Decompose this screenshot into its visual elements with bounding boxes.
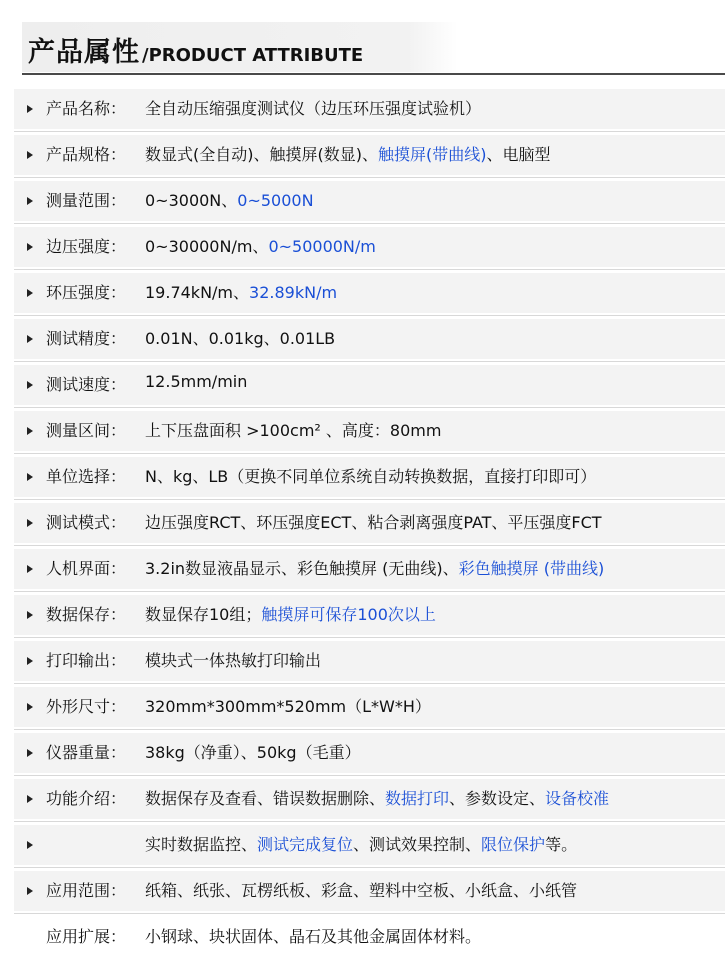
value-text: 全自动压缩强度测试仪（边压环压强度试验机） <box>145 99 482 118</box>
attribute-value <box>145 280 337 303</box>
attribute-value <box>145 372 247 391</box>
attribute-value <box>145 924 481 947</box>
value-text: 数显保存10组； <box>145 605 262 624</box>
attribute-label: 数据保存： <box>46 605 127 624</box>
triangle-bullet-icon <box>27 887 33 895</box>
triangle-bullet-icon <box>27 657 33 665</box>
value-text: 3.2in数显液晶显示、彩色触摸屏 (无曲线)、 <box>145 559 459 578</box>
attribute-label: 功能介绍： <box>46 789 127 808</box>
attribute-value <box>145 188 314 211</box>
attribute-row <box>0 684 725 730</box>
attribute-value <box>145 556 604 579</box>
attribute-value <box>145 234 376 257</box>
highlighted-value: 0~50000N/m <box>268 237 376 256</box>
triangle-bullet-icon <box>27 427 33 435</box>
attribute-label: 人机界面： <box>46 559 127 578</box>
attribute-label: 打印输出： <box>46 651 127 670</box>
attribute-value <box>145 418 441 441</box>
attribute-label: 测量区间： <box>46 421 127 440</box>
attribute-label: 产品规格： <box>46 145 127 164</box>
value-text: 小钢球、块状固体、晶石及其他金属固体材料。 <box>145 927 482 946</box>
attribute-value <box>145 464 596 487</box>
triangle-bullet-icon <box>27 611 33 619</box>
triangle-bullet-icon <box>27 197 33 205</box>
attribute-value <box>145 648 321 671</box>
value-text: 38kg（净重）、50kg（毛重） <box>145 743 361 762</box>
triangle-bullet-icon <box>27 473 33 481</box>
highlighted-value: 彩色触摸屏 (带曲线) <box>458 559 605 578</box>
attribute-value <box>145 740 361 763</box>
attribute-label: 仪器重量： <box>46 743 127 762</box>
attribute-label: 测量范围： <box>46 191 127 210</box>
attribute-row <box>0 638 725 684</box>
value-text: 纸箱、纸张、瓦楞纸板、彩盒、塑料中空板、小纸盒、小纸管 <box>145 881 578 900</box>
attribute-row <box>0 592 725 638</box>
attribute-row <box>0 178 725 224</box>
triangle-bullet-icon <box>27 795 33 803</box>
triangle-bullet-icon <box>27 749 33 757</box>
attribute-row <box>0 868 725 914</box>
title-chinese: 产品属性 <box>28 37 140 68</box>
attribute-label: 测试精度： <box>46 329 127 348</box>
highlighted-value: 数据打印 <box>385 789 450 808</box>
attribute-value <box>145 142 551 165</box>
attribute-label: 应用范围： <box>46 881 127 900</box>
attribute-row <box>0 822 725 868</box>
highlighted-value: 触摸屏(带曲线) <box>377 145 487 164</box>
attribute-label: 单位选择： <box>46 467 127 486</box>
attribute-row <box>0 362 725 408</box>
attribute-row <box>0 408 725 454</box>
value-text: 0~30000N/m、 <box>145 237 269 256</box>
triangle-bullet-icon <box>27 381 33 389</box>
attribute-label: 应用扩展： <box>46 927 127 946</box>
attribute-value <box>145 96 481 119</box>
triangle-bullet-icon <box>27 565 33 573</box>
attribute-row <box>0 224 725 270</box>
attribute-value <box>145 694 431 717</box>
triangle-bullet-icon <box>27 335 33 343</box>
value-text: 、测试效果控制、 <box>353 835 482 854</box>
attribute-value <box>145 786 609 809</box>
attribute-value <box>145 878 577 901</box>
value-text: 12.5mm/min <box>145 372 248 391</box>
attribute-label: 产品名称： <box>46 99 127 118</box>
attribute-label: 外形尺寸： <box>46 697 127 716</box>
attribute-row <box>0 914 725 960</box>
value-text: 等。 <box>545 835 578 854</box>
highlighted-value: 触摸屏可保存100次以上 <box>261 605 436 624</box>
value-text: 320mm*300mm*520mm（L*W*H） <box>145 697 431 716</box>
value-text: 模块式一体热敏打印输出 <box>145 651 322 670</box>
value-text: 19.74kN/m、 <box>145 283 250 302</box>
triangle-bullet-icon <box>27 519 33 527</box>
header-divider <box>22 73 725 75</box>
triangle-bullet-icon <box>27 151 33 159</box>
value-text: 数据保存及查看、错误数据删除、 <box>145 789 386 808</box>
highlighted-value: 设备校准 <box>545 789 610 808</box>
title-english: /PRODUCT ATTRIBUTE <box>142 45 364 66</box>
attribute-label: 测试模式： <box>46 513 127 532</box>
value-text: 0.01N、0.01kg、0.01LB <box>145 329 336 348</box>
attribute-list <box>0 86 725 960</box>
attribute-row <box>0 730 725 776</box>
value-text: 边压强度RCT、环压强度ECT、粘合剥离强度PAT、平压强度FCT <box>145 513 602 532</box>
attribute-label: 环压强度： <box>46 283 127 302</box>
attribute-value <box>145 602 436 625</box>
highlighted-value: 测试完成复位 <box>257 835 354 854</box>
highlighted-value: 0~5000N <box>237 191 314 210</box>
section-title <box>28 30 363 66</box>
attribute-label: 边压强度： <box>46 237 127 256</box>
value-text: 、参数设定、 <box>449 789 546 808</box>
value-text: 数显式(全自动)、触摸屏(数显)、 <box>145 145 378 164</box>
value-text: 0~3000N、 <box>145 191 238 210</box>
triangle-bullet-icon <box>27 289 33 297</box>
value-text: N、kg、LB（更换不同单位系统自动转换数据，直接打印即可） <box>145 467 597 486</box>
attribute-row <box>0 132 725 178</box>
highlighted-value: 限位保护 <box>481 835 546 854</box>
attribute-value <box>145 326 335 349</box>
attribute-value <box>145 510 602 533</box>
triangle-bullet-icon <box>27 243 33 251</box>
attribute-row <box>0 86 725 132</box>
attribute-row <box>0 270 725 316</box>
attribute-label: 测试速度： <box>46 375 127 394</box>
triangle-bullet-icon <box>27 105 33 113</box>
attribute-row <box>0 316 725 362</box>
triangle-bullet-icon <box>27 703 33 711</box>
value-text: 实时数据监控、 <box>145 835 258 854</box>
triangle-bullet-icon <box>27 841 33 849</box>
value-text: 上下压盘面积 >100cm² 、高度：80mm <box>145 421 442 440</box>
attribute-row <box>0 500 725 546</box>
highlighted-value: 32.89kN/m <box>249 283 338 302</box>
attribute-value <box>145 832 577 855</box>
attribute-row <box>0 454 725 500</box>
attribute-row <box>0 776 725 822</box>
value-text: 、电脑型 <box>486 145 551 164</box>
section-header <box>0 0 725 92</box>
attribute-row <box>0 546 725 592</box>
